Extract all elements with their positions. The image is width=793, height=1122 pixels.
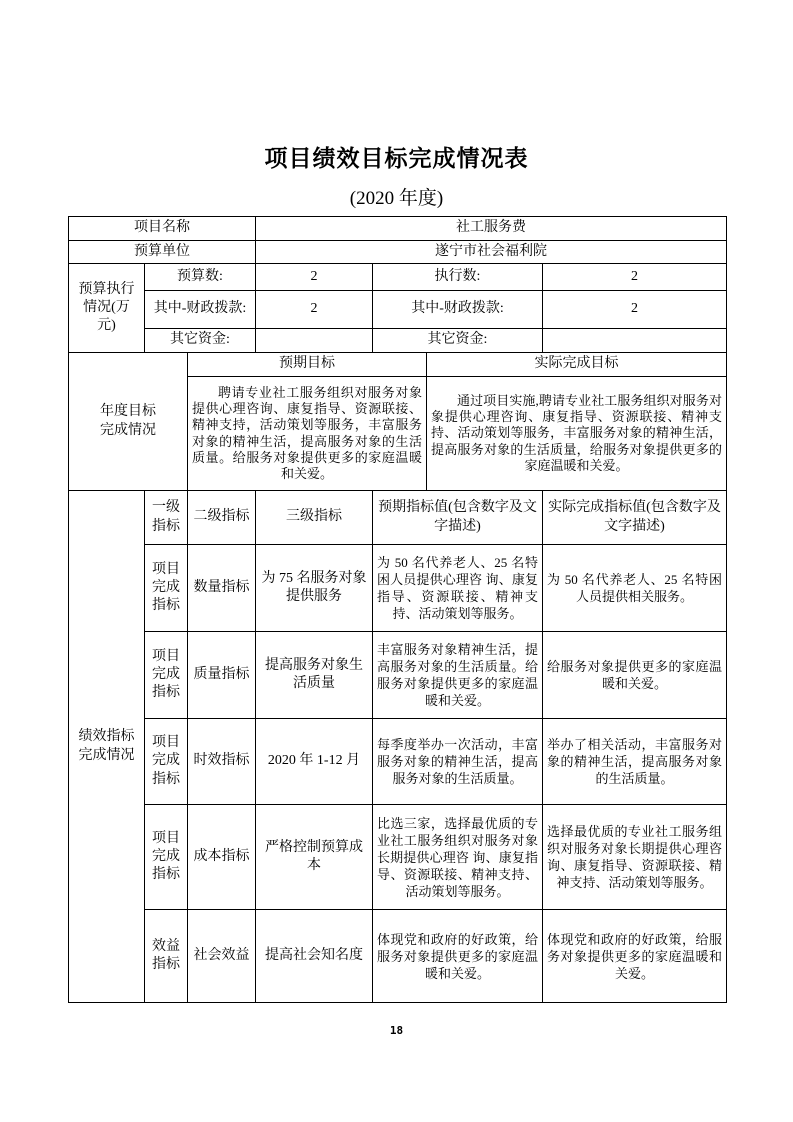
indicator-row-quantity — [145, 545, 726, 632]
indicators-section-label: 绩效指标完成情况 — [69, 491, 145, 1002]
level2-header: 二级指标 — [188, 491, 256, 545]
level1-cell: 项目完成指标 — [145, 632, 188, 719]
actual-value-cell: 体现党和政府的好政策，给服务对象提供更多的家庭温暖和关爱。 — [547, 931, 722, 981]
performance-table — [68, 216, 727, 1003]
page-subtitle: (2020 年度) — [349, 188, 444, 209]
level3-cell: 提高服务对象生活质量 — [256, 632, 373, 719]
level2-cell: 质量指标 — [188, 632, 256, 719]
level1-cell: 效益指标 — [145, 910, 188, 1002]
level1-cell: 项目完成指标 — [145, 545, 188, 632]
project-name-row — [69, 217, 726, 241]
actual-value-cell: 举办了相关活动，丰富服务对象的精神生活，提高服务对象的生活质量。 — [543, 719, 726, 805]
level3-cell: 2020 年 1-12 月 — [256, 719, 373, 805]
other-funds-label-left: 其它资金: — [145, 329, 256, 353]
actual-goal-header: 实际完成目标 — [427, 353, 726, 377]
other-funds-label-right: 其它资金: — [373, 329, 543, 353]
expected-value-cell: 丰富服务对象精神生活，提高服务对象的生活质量。给服务对象提供更多的家庭温暖和关爱。 — [373, 632, 543, 719]
other-funds-value-left — [256, 329, 373, 353]
execution-number-value: 2 — [543, 264, 726, 291]
expected-goal-text: 聘请专业社工服务组织对服务对象提供心理咨询、康复指导、资源联接、精神支持，活动策划等服务，丰富服务对象的精神生活，提高服务对象的生活质量。给服务对象提供更多的家庭温暖和关爱。 — [188, 377, 427, 491]
budget-unit-label: 预算单位 — [69, 241, 256, 264]
budget-number-label: 预算数: — [145, 264, 256, 291]
actual-goal-text: 通过项目实施,聘请专业社工服务组织对服务对象提供心理咨询、康复指导、资源联接、精神支持、活动策划等服务，丰富服务对象的精神生活，提高服务对象的生活质量，给服务对象提供更多的家庭温暖和关爱。 — [427, 377, 726, 491]
indicator-row-cost — [145, 805, 726, 910]
budget-number-value: 2 — [256, 264, 373, 291]
level3-cell: 提高社会知名度 — [256, 910, 373, 1002]
actual-value-cell: 选择最优质的专业社工服务组织对服务对象长期提供心理咨询、康复指导、资源联接、精神支持、活动策划等服务。 — [543, 805, 726, 910]
level1-cell: 项目完成指标 — [145, 719, 188, 805]
expected-value-cell: 每季度举办一次活动，丰富服务对象的精神生活，提高服务对象的生活质量。 — [373, 719, 543, 805]
level3-cell: 为 75 名服务对象提供服务 — [256, 545, 373, 632]
level3-cell: 严格控制预算成本 — [256, 805, 373, 910]
fiscal-allocation-label-right: 其中-财政拨款: — [373, 291, 543, 329]
annual-section-label: 年度目标完成情况 — [69, 353, 188, 491]
table-row — [145, 264, 726, 291]
page-title: 项目绩效目标完成情况表 — [264, 146, 529, 171]
indicator-header-row — [145, 491, 726, 545]
budget-unit-value: 遂宁市社会福利院 — [256, 241, 726, 264]
budget-unit-row — [69, 241, 726, 264]
page-number: 18 — [389, 1024, 404, 1037]
fiscal-allocation-label-left: 其中-财政拨款: — [145, 291, 256, 329]
level2-cell: 成本指标 — [188, 805, 256, 910]
expected-value-cell: 体现党和政府的好政策，给服务对象提供更多的家庭温暖和关爱。 — [373, 910, 543, 1002]
expected-value-header: 预期指标值(包含数字及文字描述) — [373, 491, 543, 545]
level1-cell: 项目完成指标 — [145, 805, 188, 910]
level3-header: 三级指标 — [256, 491, 373, 545]
indicator-row-benefit — [145, 910, 726, 1002]
actual-value-cell: 为 50 名代养老人、25 名特困人员提供相关服务。 — [543, 545, 726, 632]
table-row — [145, 329, 726, 353]
level1-header: 一级指标 — [145, 491, 188, 545]
budget-rows — [145, 264, 726, 353]
annual-goal-section — [69, 353, 726, 491]
expected-goal-header: 预期目标 — [188, 353, 427, 377]
annual-header-row — [188, 353, 726, 377]
project-name-value: 社工服务费 — [256, 217, 726, 241]
fiscal-allocation-value-right: 2 — [543, 291, 726, 329]
level2-cell: 社会效益 — [188, 910, 256, 1002]
execution-number-label: 执行数: — [373, 264, 543, 291]
indicator-row-quality — [145, 632, 726, 719]
actual-value-cell: 给服务对象提供更多的家庭温暖和关爱。 — [543, 632, 726, 719]
performance-indicators-section — [69, 491, 726, 1002]
fiscal-allocation-value-left: 2 — [256, 291, 373, 329]
other-funds-value-right — [543, 329, 726, 353]
project-name-label: 项目名称 — [69, 217, 256, 241]
actual-value-header: 实际完成指标值(包含数字及文字描述) — [543, 491, 726, 545]
annual-rows — [188, 353, 726, 491]
level2-cell: 数量指标 — [188, 545, 256, 632]
level2-cell: 时效指标 — [188, 719, 256, 805]
indicator-row-timeliness — [145, 719, 726, 805]
annual-text-row — [188, 377, 726, 491]
table-row — [145, 291, 726, 329]
indicator-rows — [145, 491, 726, 1002]
budget-execution-section — [69, 264, 726, 353]
expected-value-cell: 为 50 名代养老人、25 名特困人员提供心理咨 询、康复指导、资源联接、精神支持、活动策划等服务。 — [373, 545, 543, 632]
expected-value-cell: 比选三家，选择最优质的专业社工服务组织对服务对象长期提供心理咨 询、康复指导、资源联接、精神支持、活动策划等服务。 — [373, 805, 543, 910]
budget-section-label: 预算执行情况(万元) — [69, 264, 145, 353]
